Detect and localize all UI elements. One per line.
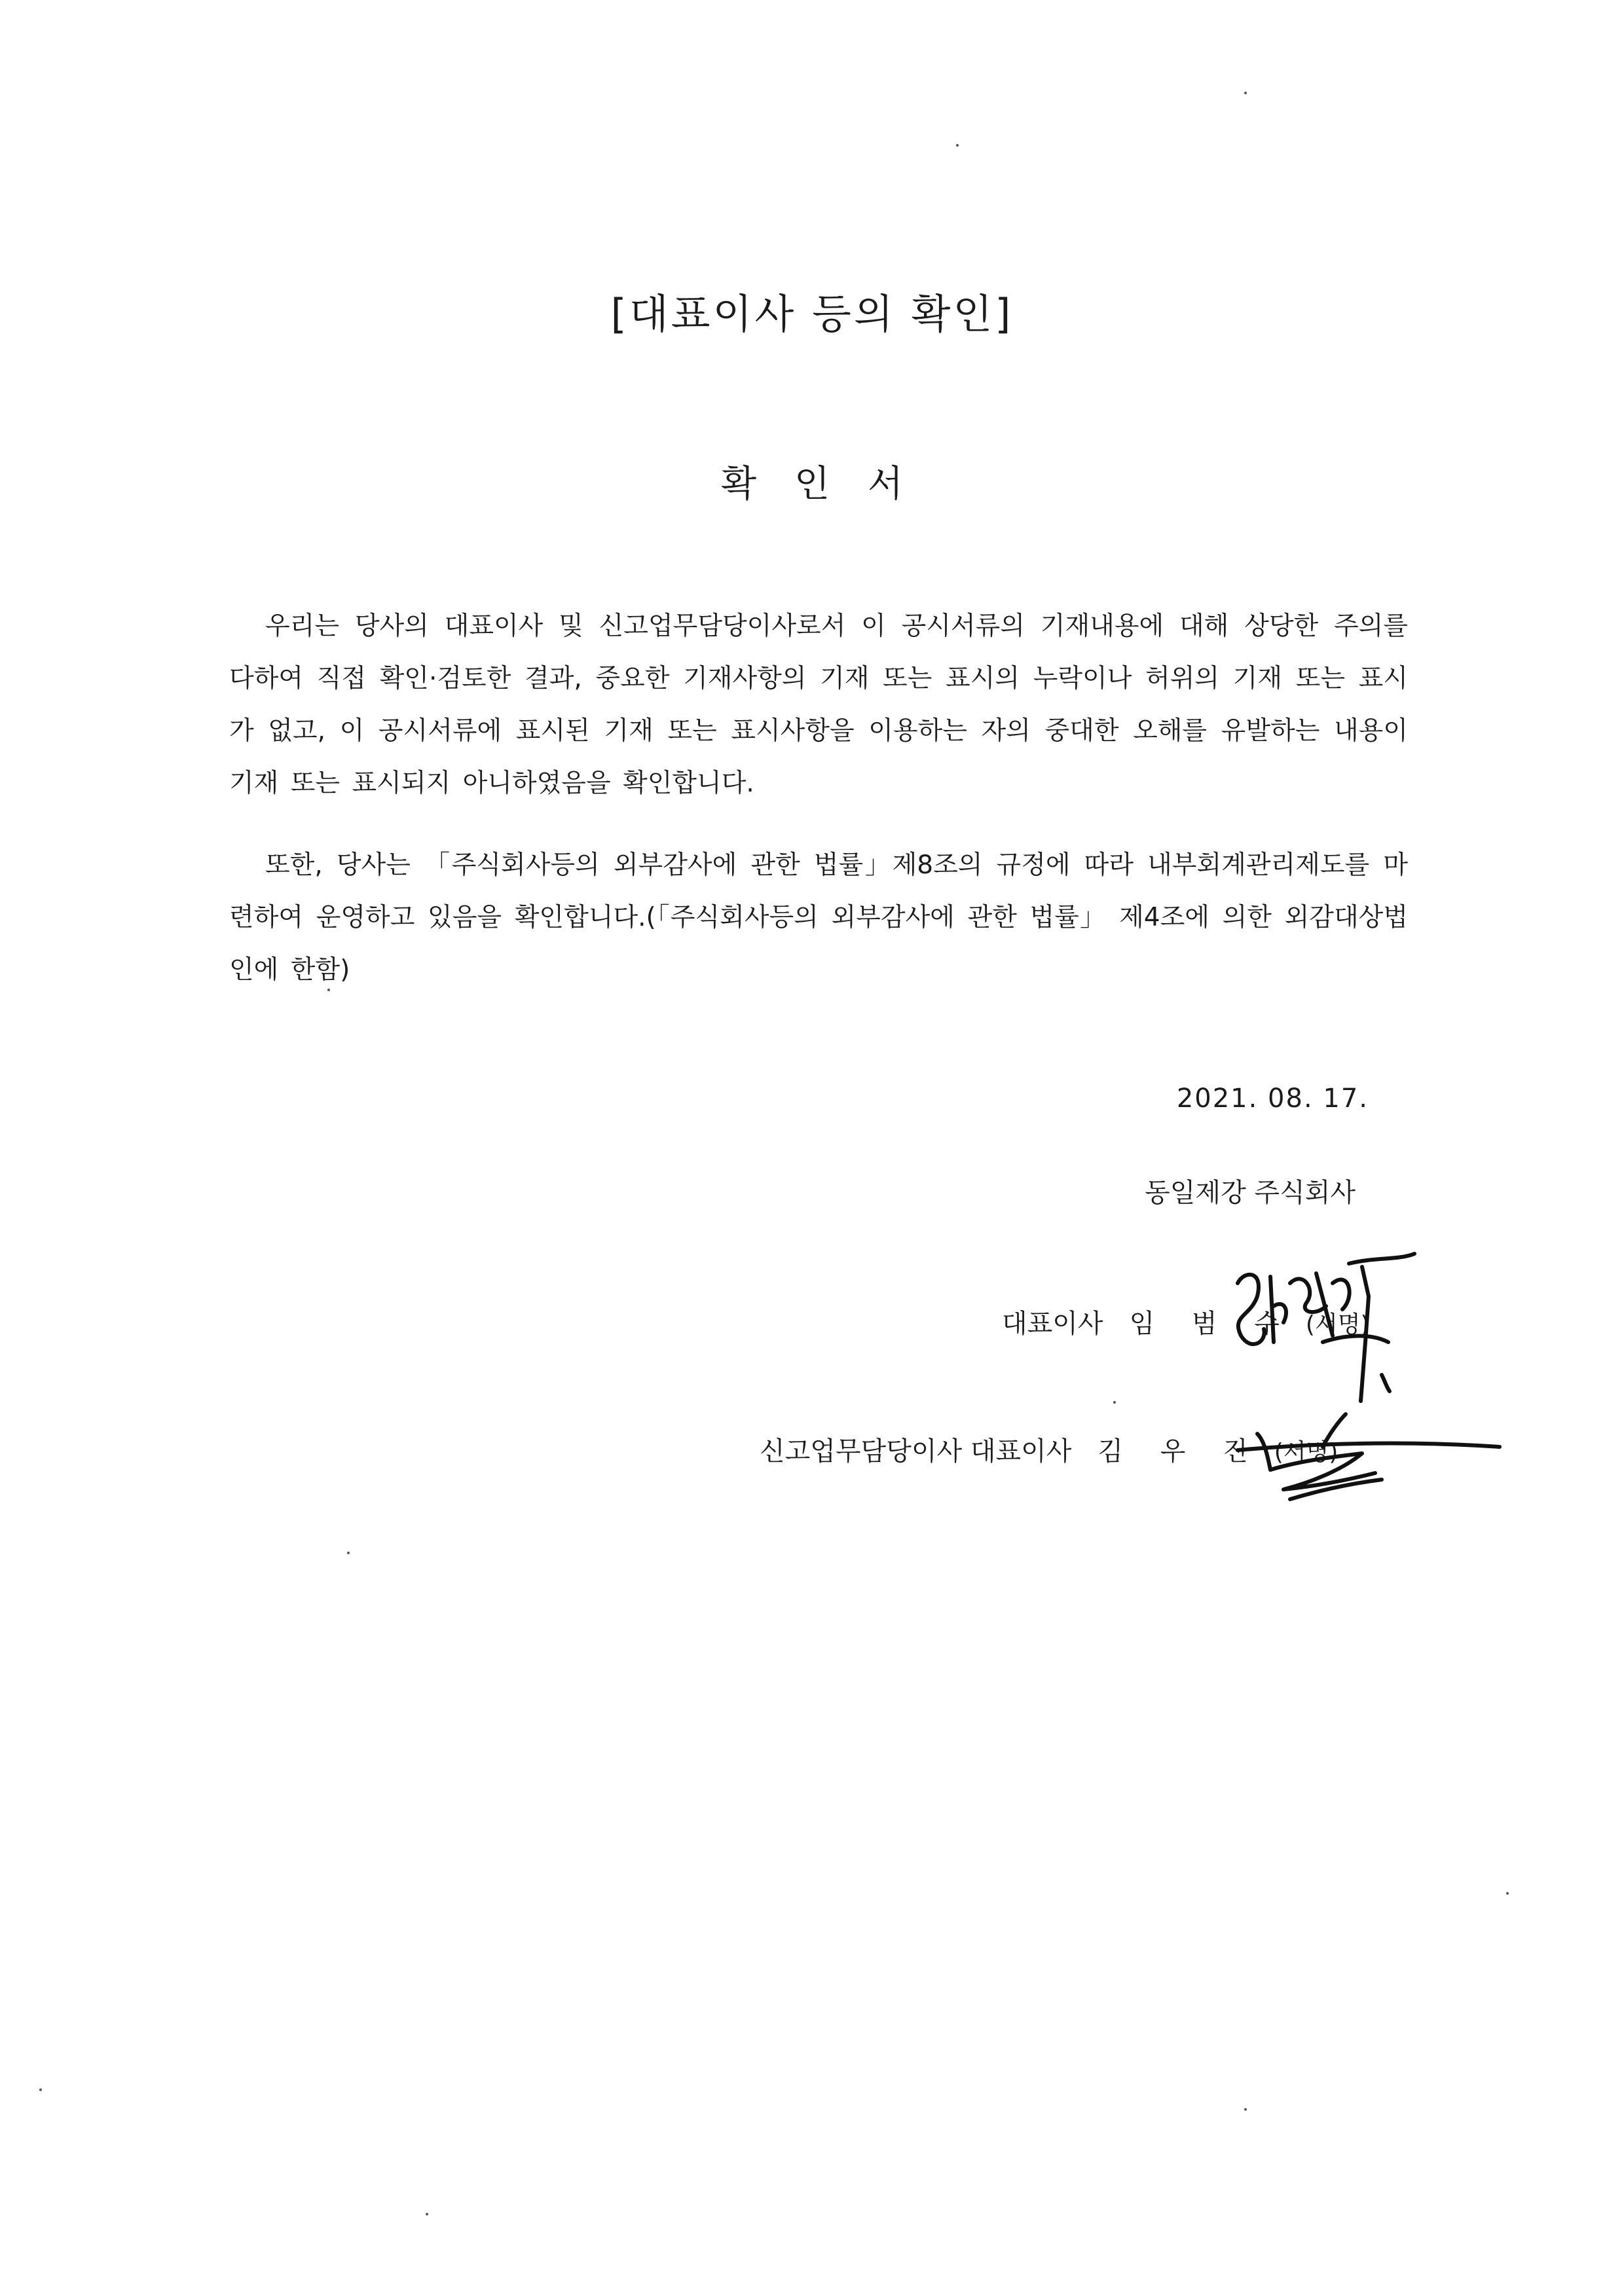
signer-ceo-role: 대표이사 [1002,1309,1103,1339]
company-name: 동일제강 주식회사 [1145,1178,1356,1208]
scan-speck [426,2213,428,2215]
document-subtitle: 확 인 서 [721,463,903,505]
signer-disclosure-officer-name: 김 우 진 [1098,1436,1263,1467]
scan-speck [327,989,330,991]
signer-ceo-name: 임 범 수 [1129,1309,1294,1339]
signature-ceo-handwritten [1218,1244,1428,1427]
document-heading: [대표이사 등의 확인] [610,290,1014,338]
scan-speck [1244,92,1247,94]
signature-officer-handwritten [1231,1408,1506,1512]
signer-ceo-seal-note: (서명) [1305,1311,1370,1338]
scan-speck [1244,2108,1247,2111]
scan-speck [347,1552,350,1554]
signer-disclosure-officer-seal-note: (서명) [1274,1439,1338,1466]
scan-speck [1506,1892,1509,1895]
scan-speck [1113,1401,1116,1404]
scan-speck [39,2088,42,2091]
scan-speck [956,144,959,147]
confirmation-paragraph-2: 또한, 당사는 「주식회사등의 외부감사에 관한 법률」제8조의 규정에 따라 내부회계관리제도를 마련하여 운영하고 있음을 확인합니다.(「주식회사등의 외부감사에 관한 법률」 제4조에 의한 외감대상법인에 한함) [229,850,1408,985]
signer-disclosure-officer-role: 신고업무담당이사 대표이사 [760,1436,1072,1467]
confirmation-paragraph-1: 우리는 당사의 대표이사 및 신고업무담당이사로서 이 공시서류의 기재내용에 대해 상당한 주의를 다하여 직접 확인·검토한 결과, 중요한 기재사항의 기재 또는 표시의 누락이나 허위의 기재 또는 표시가 없고, 이 공시서류에 표시된 기재 또는 표시사항을 이용하는 자의 중대한 오해를 유발하는 내용이 기재 또는 표시되지 아니하였음을 확인합니다. [229,611,1408,798]
document-date: 2021. 08. 17. [1176,1084,1369,1114]
